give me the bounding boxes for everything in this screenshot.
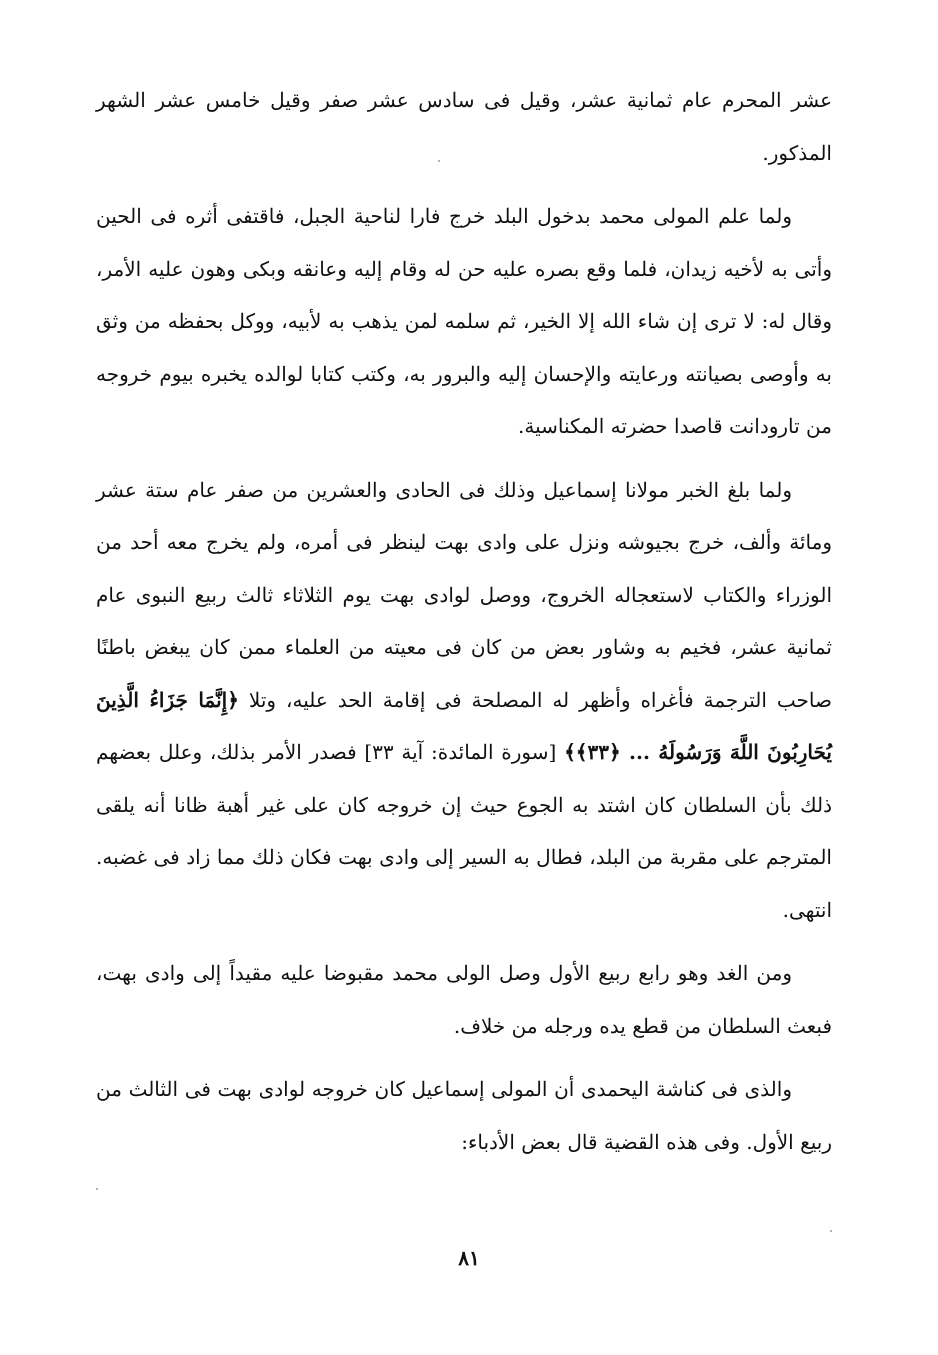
scan-speck	[830, 1230, 832, 1232]
paragraph-2-text: ولما علم المولى محمد بدخول البلد خرج فارا لناحية الجبل، فاقتفى أثره فى الحين وأتى به لأخيه زيدان، فلما وقع بصره عليه حن له وقام إليه وعانقه وبكى وهون عليه الأمر، وقال له: لا ترى إن شاء الله إلا الخير، ثم سلمه لمن يذهب به لأبيه، ووكل بحفظه من وثق به وأوصى بصيانته ورعايته والإحسان إليه والبرور به، وكتب كتابا لوالده يخبره بيوم خروجه من تارودانت قاصدا حضرته المكناسية.	[96, 204, 832, 438]
paragraph-4	[96, 947, 832, 1052]
body-text	[96, 74, 832, 1179]
paragraph-3-text-before: ولما بلغ الخبر مولانا إسماعيل وذلك فى الحادى والعشرين من صفر عام ستة عشر ومائة وألف، خرج بجيوشه ونزل على وادى بهت لينظر فى أمره، ولم يخرج معه أحد من الوزراء والكتاب لاستعجاله الخروج، ووصل لوادى بهت يوم الثلاثاء ثالث ربيع النبوى عام ثمانية عشر، فخيم به وشاور بعض من كان فى معيته من العلماء ممن كان يبغض باطنًا صاحب الترجمة فأغراه وأظهر له المصلحة فى إقامة الحد عليه، وتلا	[96, 477, 832, 712]
page-number: ٨١	[458, 1246, 480, 1270]
paragraph-3	[96, 464, 832, 937]
paragraph-5	[96, 1063, 832, 1168]
paragraph-3-text-after: [سورة المائدة: آية ٣٣] فصدر الأمر بذلك، وعلل بعضهم ذلك بأن السلطان كان اشتد به الجوع حيث إن خروجه كان على غير أهبة ظانا أنه يلقى المترجم على مقربة من البلد، فطال به السير إلى وادى بهت فكان ذلك مما زاد فى غضبه. انتهى.	[96, 740, 832, 922]
paragraph-4-text: ومن الغد وهو رابع ربيع الأول وصل الولى محمد مقبوضا عليه مقيداً إلى وادى بهت، فبعث السلطان من قطع يده ورجله من خلاف.	[96, 961, 832, 1038]
paragraph-2	[96, 190, 832, 453]
quran-verse-quote: ﴿إِنَّمَا جَزَاءُ الَّذِينَ يُحَارِبُونَ اللَّهَ وَرَسُولَهُ ... ﴿٣٣﴾﴾	[96, 687, 832, 764]
scan-speck	[96, 1188, 98, 1190]
scan-speck	[438, 160, 440, 162]
paragraph-1	[96, 74, 832, 179]
paragraph-1-text: عشر المحرم عام ثمانية عشر، وقيل فى سادس عشر صفر وقيل خامس عشر الشهر المذكور.	[96, 88, 833, 165]
paragraph-5-text: والذى فى كناشة اليحمدى أن المولى إسماعيل كان خروجه لوادى بهت فى الثالث من ربيع الأول. وفى هذه القضية قال بعض الأدباء:	[96, 1077, 832, 1154]
